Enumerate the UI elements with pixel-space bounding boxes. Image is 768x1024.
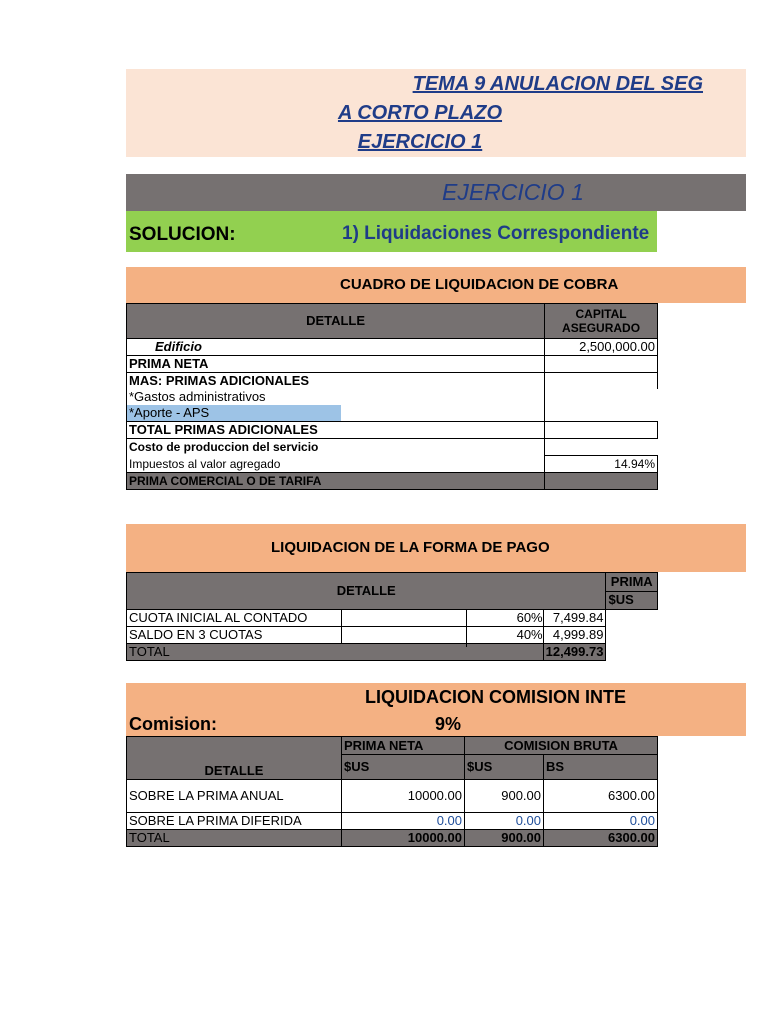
- solution-step: 1) Liquidaciones Correspondiente: [342, 223, 650, 244]
- t2-cuota-pct: 60%: [516, 610, 543, 625]
- table1-title: CUADRO DE LIQUIDACION DE COBRA: [340, 276, 619, 293]
- row-prima-comercial: PRIMA COMERCIAL O DE TARIFA: [127, 473, 545, 490]
- t2-total-label: TOTAL: [127, 644, 544, 661]
- row-mas-primas-value: [545, 373, 658, 390]
- t2-col-detalle: DETALLE: [127, 573, 606, 610]
- header-band: [126, 69, 746, 157]
- table3-title-band: [126, 683, 746, 736]
- row-aporte-value: [545, 405, 658, 422]
- t2-total-value: 12,499.73: [543, 644, 606, 661]
- t2-saldo-pct: 40%: [516, 627, 543, 642]
- t2-cuota-value: 7,499.84: [543, 610, 606, 627]
- t3-col-prima-neta: PRIMA NETA: [342, 737, 465, 755]
- t3-total-prima: 10000.00: [342, 830, 465, 847]
- t2-row-saldo: [127, 627, 544, 644]
- t3-cur-bs: BS: [544, 755, 658, 780]
- t3-row-anual-prima: 10000.00: [342, 780, 465, 813]
- header-line-3: EJERCICIO 1: [357, 131, 483, 153]
- row-aporte[interactable]: [127, 405, 545, 422]
- header-line-2: A CORTO PLAZO: [337, 102, 503, 124]
- comision-label: Comision:: [129, 714, 217, 734]
- t3-row-diferida-bs: 0.00: [544, 813, 658, 830]
- table3-title: LIQUIDACION COMISION INTE: [365, 687, 626, 707]
- row-edificio-value: 2,500,000.00: [545, 339, 658, 356]
- t3-row-anual-bs: 6300.00: [544, 780, 658, 813]
- t3-col-detalle-text: DETALLE: [204, 763, 264, 778]
- forma-pago-table: [126, 572, 658, 661]
- row-total-primas-value: [545, 422, 658, 439]
- t2-col-sus: $US: [606, 591, 658, 610]
- t3-total-label: TOTAL: [127, 830, 342, 847]
- t3-total-bs: 6300.00: [544, 830, 658, 847]
- t2-row-cuota: [127, 610, 544, 627]
- t2-saldo-value: 4,999.89: [543, 627, 606, 644]
- t3-row-anual-label: SOBRE LA PRIMA ANUAL: [127, 780, 342, 813]
- row-prima-neta: PRIMA NETA: [127, 356, 545, 373]
- table2-title-band: [126, 524, 746, 572]
- row-gastos-value: [545, 389, 658, 405]
- solution-label: SOLUCION:: [129, 224, 236, 245]
- t3-cur-sus2: $US: [465, 755, 544, 780]
- col-capital: [545, 304, 658, 339]
- table1-title-band: [126, 267, 746, 303]
- t3-total-sus: 900.00: [465, 830, 544, 847]
- t3-col-detalle: [127, 737, 342, 780]
- solution-band: [126, 211, 657, 252]
- t2-divider: [466, 609, 467, 647]
- row-gastos: *Gastos administrativos: [127, 389, 545, 405]
- comision-table: [126, 736, 658, 847]
- t3-row-diferida-label: SOBRE LA PRIMA DIFERIDA: [127, 813, 342, 830]
- col-capital-label: CAPITAL ASEGURADO: [562, 307, 641, 335]
- row-mas-primas: MAS: PRIMAS ADICIONALES: [127, 373, 545, 390]
- t3-cur-sus: $US: [342, 755, 465, 780]
- row-prima-neta-value: [545, 356, 658, 373]
- row-prima-comercial-value: [545, 473, 658, 490]
- t2-col-prima: PRIMA: [606, 573, 658, 592]
- table2-title: LIQUIDACION DE LA FORMA DE PAGO: [271, 539, 550, 556]
- t3-row-diferida-prima: 0.00: [342, 813, 465, 830]
- aporte-selected-cell[interactable]: *Aporte - APS: [127, 405, 341, 421]
- t3-row-anual-sus: 900.00: [465, 780, 544, 813]
- row-impuestos: Impuestos al valor agregado: [127, 456, 545, 473]
- row-impuestos-value: 14.94%: [545, 456, 658, 473]
- t2-saldo-label: SALDO EN 3 CUOTAS: [127, 627, 342, 643]
- row-costo-value: [545, 439, 658, 456]
- col-detalle: DETALLE: [127, 304, 545, 339]
- t3-col-comision-bruta: COMISION BRUTA: [465, 737, 658, 755]
- t2-cuota-label: CUOTA INICIAL AL CONTADO: [127, 610, 342, 626]
- liquidacion-table: [126, 303, 658, 490]
- edificio-text: Edificio: [155, 339, 202, 354]
- exercise-band: [126, 174, 746, 211]
- comision-value: 9%: [435, 714, 462, 734]
- row-edificio-label: [127, 339, 545, 356]
- header-line-1: TEMA 9 ANULACION DEL SEG: [412, 73, 703, 95]
- row-costo: Costo de produccion del servicio: [127, 439, 545, 456]
- t3-row-diferida-sus: 0.00: [465, 813, 544, 830]
- row-total-primas: TOTAL PRIMAS ADICIONALES: [127, 422, 545, 439]
- exercise-title: EJERCICIO 1: [442, 179, 584, 205]
